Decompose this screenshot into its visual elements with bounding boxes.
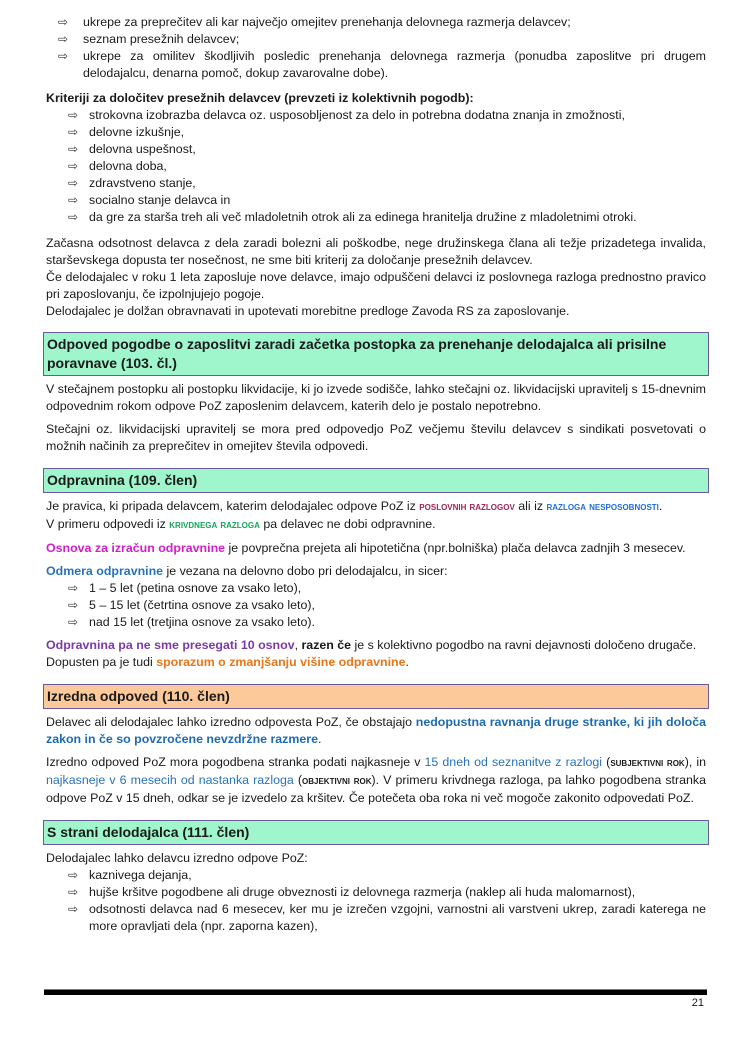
highlight-severance-amount: Odmera odpravnine — [46, 564, 164, 578]
highlight-inadmissible-conduct: nedopustna ravnanja druge stranke, ki jih določa zakon in če so povzročene nevzdržne razmere — [46, 715, 706, 746]
document-page — [46, 0, 706, 935]
sec110-paragraph-2: Izredno odpoved PoZ mora pogodbena stranka podati najkasneje v 15 dneh od seznanitve z razlogi (subjektivni rok), in najkasneje v 6 mesecih od nastanka razloga (objektivni rok). V primeru krivdnega razloga, pa lahko pogodbena stranka odpove PoZ v 15 dneh, odkar se je izvedelo za kršitev. Če potečeta oba roka ni več mogoče zakonito odpovedati PoZ. — [46, 755, 707, 805]
arrow-right-icon: ⇨ — [68, 615, 79, 629]
section-header-103: Odpoved pogodbe o zaposlitvi zaradi začetka postopka za prenehanje delodajalca ali prisilne poravnave (103. čl.) — [43, 332, 709, 376]
list-item: ⇨ ukrepe za omilitev škodljivih posledic prenehanja delovnega razmerja (ponudba zaposlitve pri drugem delodajalcu, denarna pomoč, dokup zavarovalne dobe). — [58, 49, 706, 80]
footer-rule — [44, 989, 707, 995]
page-number: 21 — [691, 997, 704, 1009]
list-item: ⇨ 5 – 15 let (četrtina osnove za vsako leto), — [68, 598, 315, 612]
arrow-right-icon: ⇨ — [58, 32, 69, 46]
severance-tiers-list — [46, 580, 706, 631]
arrow-right-icon: ⇨ — [68, 581, 79, 595]
subjective-deadline-label: subjektivni rok — [610, 757, 685, 769]
list-item: ⇨ delovne izkušnje, — [68, 125, 185, 139]
note-paragraph: Delodajalec je dolžan obravnavati in upotevati morebitne predloge Zavoda RS za zaposlovanje. — [46, 304, 570, 318]
list-item: ⇨ nad 15 let (tretjina osnove za vsako leto). — [68, 615, 315, 629]
highlight-severance-cap: Odpravnina pa ne sme presegati 10 osnov — [46, 638, 295, 652]
intro-list — [46, 14, 706, 82]
list-item: ⇨ socialno stanje delavca in — [68, 193, 231, 207]
list-item: ⇨ da gre za starša treh ali več mladoletnih otrok ali za edinega hranitelja družine z mladoletnimi otroki. — [68, 210, 637, 224]
sec111-intro: Delodajalec lahko delavcu izredno odpove PoZ: — [46, 851, 308, 865]
sec109-paragraph-3: Odmera odpravnine je vezana na delovno dobo pri delodajalcu, in sicer: — [46, 564, 448, 578]
arrow-right-icon: ⇨ — [68, 125, 79, 139]
highlight-incapacity-reason: razloga nesposobnosti — [546, 501, 659, 513]
sec103-paragraph-2: Stečajni oz. likvidacijski upravitelj se mora pred odpovedjo PoZ večjemu številu delavcev s sindikati posvetovati o možnih načinih za preprečitev in omejitev števila odpovedi. — [46, 422, 706, 453]
list-item: ⇨ zdravstveno stanje, — [68, 176, 196, 190]
highlight-reduction-agreement: sporazum o zmanjšanju višine odpravnine — [156, 655, 406, 669]
arrow-right-icon: ⇨ — [68, 193, 79, 207]
section-header-111: S strani delodajalca (111. člen) — [43, 820, 709, 845]
list-item: ⇨ delovna doba, — [68, 159, 167, 173]
sec103-paragraph-1: V stečajnem postopku ali postopku likvidacije, ki jo izvede sodišče, lahko stečajni oz. likvidacijski upravitelj s 15-dnevnim odpovednim rokom odpove PoZ zaposlenim delavcem, katerih delo je postalo nepotrebno. — [46, 382, 706, 413]
note-paragraph: Začasna odsotnost delavca z dela zaradi bolezni ali poškodbe, nege družinskega člana ali težje prizadetega invalida, starševskega dopusta ter nosečnost, ne sme biti kriterij za določanje presežnih delavcev. — [46, 236, 706, 267]
sec109-paragraph-2: Osnova za izračun odpravnine je povprečna prejeta ali hipotetična (npr.bolniška) plača delavca zadnjih 3 mesecev. — [46, 541, 686, 555]
highlight-15-days: 15 dneh od seznanitve z razlogi — [424, 755, 603, 769]
list-item: ⇨ seznam presežnih delavcev; — [58, 32, 240, 46]
arrow-right-icon: ⇨ — [58, 49, 69, 63]
section-header-109: Odpravnina (109. člen) — [43, 468, 709, 493]
list-item: ⇨ delovna uspešnost, — [68, 142, 196, 156]
arrow-right-icon: ⇨ — [68, 210, 79, 224]
sec109-paragraph-1: Je pravica, ki pripada delavcem, katerim delodajalec odpove PoZ iz poslovnih razlogov ali iz razloga nesposobnosti. V primeru odpovedi iz krivdnega razloga pa delavec ne dobi odpravnine. — [46, 499, 663, 531]
highlight-severance-basis: Osnova za izračun odpravnine — [46, 541, 226, 555]
arrow-right-icon: ⇨ — [68, 108, 79, 122]
sec110-paragraph-1: Delavec ali delodajalec lahko izredno odpovesta PoZ, če obstajajo nedopustna ravnanja druge stranke, ki jih določa zakon in če so povzročene nevzdržne razmere. — [46, 715, 706, 746]
arrow-right-icon: ⇨ — [68, 868, 79, 882]
note-paragraph: Če delodajalec v roku 1 leta zaposluje nove delavce, imajo odpuščeni delavci iz poslovnega razloga prednostno pravico pri zaposlovanju, če izpolnjujejo pogoje. — [46, 270, 706, 301]
highlight-business-reasons: poslovnih razlogov — [419, 501, 515, 513]
arrow-right-icon: ⇨ — [68, 598, 79, 612]
criteria-list — [46, 107, 706, 226]
arrow-right-icon: ⇨ — [68, 142, 79, 156]
section-header-110: Izredna odpoved (110. člen) — [43, 684, 709, 709]
sec111-list — [46, 867, 706, 935]
sec109-paragraph-4: Odpravnina pa ne sme presegati 10 osnov, razen če je s kolektivno pogodbo na ravni dejavnosti določeno drugače. Dopusten pa je tudi sporazum o zmanjšanju višine odpravnine. — [46, 638, 697, 669]
highlight-culpable-reason: krivdnega razloga — [169, 519, 260, 531]
arrow-right-icon: ⇨ — [68, 885, 79, 899]
arrow-right-icon: ⇨ — [68, 159, 79, 173]
list-item: ⇨ ukrepe za preprečitev ali kar največjo omejitev prenehanja delovnega razmerja delavcev; — [58, 15, 571, 29]
arrow-right-icon: ⇨ — [68, 902, 79, 916]
highlight-6-months: najkasneje v 6 mesecih od nastanka razloga — [46, 773, 294, 787]
list-item: ⇨ kaznivega dejanja, — [68, 868, 192, 882]
list-item: ⇨ odsotnosti delavca nad 6 mesecev, ker mu je izrečen vzgojni, varnostni ali varstveni ukrep, zaradi katerega ne more opravljati dela (npr. zaporna kazen), — [68, 902, 706, 933]
arrow-right-icon: ⇨ — [58, 15, 69, 29]
objective-deadline-label: objektivni rok — [302, 775, 372, 787]
list-item: ⇨ hujše kršitve pogodbene ali druge obveznosti iz delovnega razmerja (naklep ali huda malomarnost), — [68, 885, 636, 899]
list-item: ⇨ strokovna izobrazba delavca oz. usposobljenost za delo in potrebna dodatna znanja in zmožnosti, — [68, 108, 625, 122]
criteria-heading: Kriteriji za določitev presežnih delavcev (prevzeti iz kolektivnih pogodb): — [46, 91, 474, 105]
list-item: ⇨ 1 – 5 let (petina osnove za vsako leto), — [68, 581, 302, 595]
arrow-right-icon: ⇨ — [68, 176, 79, 190]
